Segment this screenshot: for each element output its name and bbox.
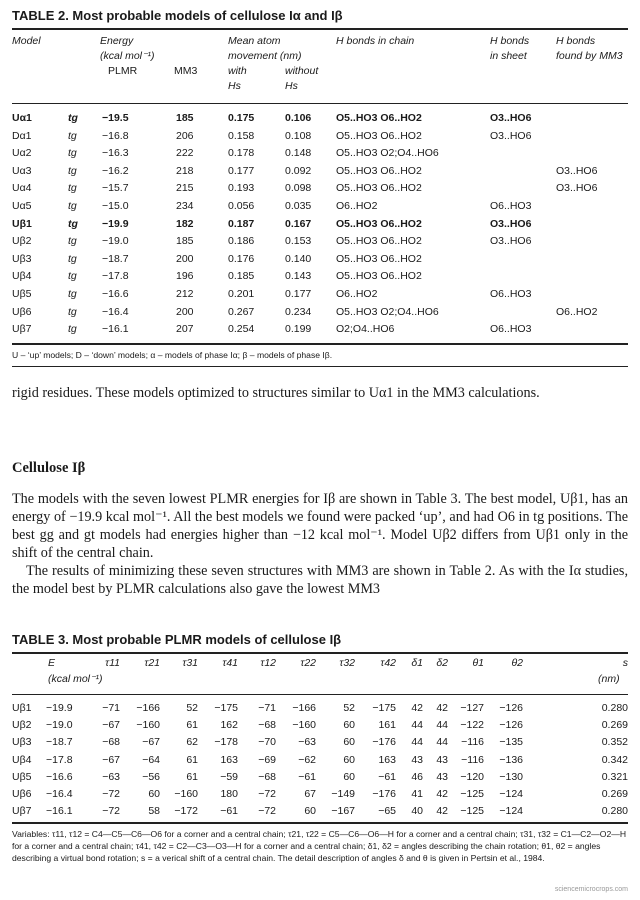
header-col-0: τ11 bbox=[105, 657, 120, 669]
cell-value: −68 bbox=[258, 719, 276, 732]
cell-value: 0.269 bbox=[601, 719, 628, 732]
cell-value: 42 bbox=[436, 805, 448, 818]
cell-value: 162 bbox=[220, 719, 238, 732]
cell-conf: tg bbox=[68, 112, 78, 124]
header-energy: Energy bbox=[100, 35, 134, 47]
cell-with: 0.056 bbox=[228, 200, 255, 212]
cell-plmr: −18.7 bbox=[102, 252, 129, 265]
cell-value: −63 bbox=[298, 736, 316, 749]
cell-conf: tg bbox=[68, 164, 77, 177]
body-paragraph-2 bbox=[12, 490, 628, 598]
cell-model: Uα4 bbox=[12, 182, 32, 195]
cell-value: −62 bbox=[298, 753, 316, 766]
cell-value: 60 bbox=[304, 805, 316, 818]
cell-with: 0.201 bbox=[228, 288, 255, 300]
cell-model: Uβ7 bbox=[12, 323, 32, 336]
cell-model: Uβ3 bbox=[12, 736, 32, 749]
cell-without: 0.098 bbox=[285, 182, 312, 195]
cell-energy: −19.9 bbox=[46, 702, 73, 714]
cell-mm3: 185 bbox=[176, 112, 194, 124]
cell-mm3: 196 bbox=[176, 270, 194, 283]
cell-value: 60 bbox=[343, 770, 355, 783]
cell-value: −61 bbox=[220, 805, 238, 818]
header-without: without bbox=[285, 65, 319, 77]
cell-value: 0.342 bbox=[601, 753, 628, 766]
cell-value: −160 bbox=[174, 788, 198, 800]
cell-mm3: 212 bbox=[176, 288, 194, 300]
cell-chain: O5..HO3 O6..HO2 bbox=[336, 129, 422, 142]
cell-model: Uβ2 bbox=[12, 235, 32, 248]
cell-value: 163 bbox=[378, 753, 396, 766]
cell-plmr: −16.1 bbox=[102, 323, 129, 336]
cell-model: Uβ7 bbox=[12, 805, 32, 818]
table3-bottom-rule bbox=[12, 822, 628, 824]
cell-sheet: O3..HO6 bbox=[490, 112, 532, 124]
cell-model: Uα3 bbox=[12, 164, 32, 177]
cell-without: 0.106 bbox=[285, 112, 312, 124]
cell-mm3: 234 bbox=[176, 200, 194, 212]
cell-mm3: 185 bbox=[176, 235, 194, 248]
cell-with: 0.185 bbox=[228, 270, 255, 283]
table2-header-rule bbox=[12, 103, 628, 104]
cell-model: Uβ1 bbox=[12, 217, 32, 230]
cell-model: Uα5 bbox=[12, 200, 32, 212]
header-col-11: θ2 bbox=[511, 657, 523, 669]
cell-chain: O5..HO3 O2;O4..HO6 bbox=[336, 147, 439, 160]
table2-footnote-rule bbox=[12, 366, 628, 367]
cell-value: −172 bbox=[174, 805, 198, 818]
header-mm3: MM3 bbox=[174, 65, 198, 77]
cell-value: −69 bbox=[258, 753, 276, 766]
cell-plmr: −19.5 bbox=[102, 112, 129, 124]
header-s-unit: (nm) bbox=[598, 673, 620, 685]
cell-without: 0.177 bbox=[285, 288, 312, 300]
cell-with: 0.187 bbox=[228, 217, 255, 230]
cell-value: −178 bbox=[214, 736, 238, 749]
header-col-8: δ1 bbox=[411, 657, 423, 669]
cell-value: 42 bbox=[411, 702, 423, 714]
cell-value: −67 bbox=[142, 736, 160, 749]
cell-value: −125 bbox=[460, 788, 484, 800]
cell-mm3: 215 bbox=[176, 182, 194, 195]
table2-caption: TABLE 2. Most probable models of cellulose Iα and Iβ bbox=[12, 8, 343, 23]
cell-mm3: 200 bbox=[176, 252, 194, 265]
table2-top-rule bbox=[12, 28, 628, 30]
header-col-6: τ32 bbox=[339, 657, 355, 669]
cell-value: −61 bbox=[378, 770, 396, 783]
cell-mm3: 222 bbox=[176, 147, 194, 160]
cell-chain: O2;O4..HO6 bbox=[336, 323, 395, 336]
header-movement: movement (nm) bbox=[228, 50, 302, 62]
cell-conf: tg bbox=[68, 288, 77, 300]
cell-value: −136 bbox=[499, 753, 523, 766]
cell-chain: O5..HO3 O6..HO2 bbox=[336, 112, 422, 124]
cell-value: −59 bbox=[220, 770, 238, 783]
cell-value: −72 bbox=[102, 805, 120, 818]
header-model: Model bbox=[12, 35, 41, 47]
cell-without: 0.199 bbox=[285, 323, 312, 336]
cell-value: 44 bbox=[411, 719, 423, 732]
cell-value: 61 bbox=[186, 753, 198, 766]
header-energy-unit: (kcal mol⁻¹) bbox=[100, 50, 155, 62]
header-hbonds-mm3: H bonds bbox=[556, 35, 596, 47]
paragraph-3-text: The results of minimizing these seven structures with MM3 are shown in Table 2. As with the Iα studies, the model best by PLMR calculations also gave the lowest MM3 bbox=[12, 563, 628, 597]
cell-model: Uα1 bbox=[12, 112, 32, 124]
table3-caption: TABLE 3. Most probable PLMR models of cellulose Iβ bbox=[12, 632, 342, 647]
cell-without: 0.092 bbox=[285, 164, 312, 177]
cell-value: −160 bbox=[136, 719, 160, 732]
cell-model: Dα1 bbox=[12, 129, 32, 142]
cell-value: 43 bbox=[411, 753, 423, 766]
cell-plmr: −19.0 bbox=[102, 235, 129, 248]
cell-conf: tg bbox=[68, 147, 77, 160]
cell-found: O3..HO6 bbox=[556, 182, 598, 195]
paragraph-2-text: The models with the seven lowest PLMR energies for Iβ are shown in Table 3. The best model, Uβ1, has an energy of −19.9 kcal mol⁻¹. All the best models we found were packed ‘up’, and had O6 in tg positions. The best gg and gt models had energies higher than −12 kcal mol⁻¹. Model Uβ2 differs from Uβ1 only in the shift of the central chain. bbox=[12, 491, 628, 561]
cell-conf: tg bbox=[68, 200, 77, 212]
header-hs-with: Hs bbox=[228, 80, 241, 92]
cell-value: −68 bbox=[102, 736, 120, 749]
cell-model: Uβ6 bbox=[12, 305, 32, 318]
cell-energy: −17.8 bbox=[46, 753, 73, 766]
cell-value: 58 bbox=[148, 805, 160, 818]
cell-value: 0.280 bbox=[601, 702, 628, 714]
cell-model: Uβ2 bbox=[12, 719, 32, 732]
cell-value: 52 bbox=[186, 702, 198, 714]
cell-mm3: 218 bbox=[176, 164, 194, 177]
cell-value: 60 bbox=[343, 736, 355, 749]
cell-value: 61 bbox=[186, 770, 198, 783]
cell-value: 60 bbox=[343, 719, 355, 732]
watermark: sciencemicrocrops.com bbox=[554, 886, 628, 893]
cell-sheet: O6..HO3 bbox=[490, 323, 532, 336]
cell-mm3: 207 bbox=[176, 323, 194, 336]
cell-value: 42 bbox=[436, 788, 448, 800]
header-col-4: τ12 bbox=[260, 657, 276, 669]
cell-with: 0.267 bbox=[228, 305, 255, 318]
cell-value: −176 bbox=[372, 788, 396, 800]
cell-value: −67 bbox=[102, 719, 120, 732]
table3-top-rule bbox=[12, 652, 628, 654]
cell-conf: tg bbox=[68, 217, 78, 230]
cell-value: −167 bbox=[331, 805, 355, 818]
cell-model: Uβ4 bbox=[12, 270, 32, 283]
cell-found: O6..HO2 bbox=[556, 305, 598, 318]
cell-plmr: −15.7 bbox=[102, 182, 129, 195]
cell-value: −116 bbox=[461, 753, 484, 766]
header-col-9: δ2 bbox=[436, 657, 448, 669]
cell-sheet: O3..HO6 bbox=[490, 129, 532, 142]
cell-energy: −19.0 bbox=[46, 719, 73, 732]
cell-value: −126 bbox=[499, 719, 523, 732]
cell-value: −166 bbox=[292, 702, 316, 714]
cell-value: 44 bbox=[436, 719, 448, 732]
table2-footnote: U – ‘up’ models; D – ‘down’ models; α – models of phase Iα; β – models of phase Iβ. bbox=[12, 350, 333, 360]
cell-found: O3..HO6 bbox=[556, 164, 598, 177]
cell-mm3: 200 bbox=[176, 305, 194, 318]
cell-without: 0.234 bbox=[285, 305, 312, 318]
cell-value: −124 bbox=[499, 805, 523, 818]
cell-mm3: 206 bbox=[176, 129, 194, 142]
header-hbonds-sheet: H bonds bbox=[490, 35, 530, 47]
cell-with: 0.193 bbox=[228, 182, 255, 195]
cell-value: −72 bbox=[258, 805, 276, 818]
cell-value: −149 bbox=[331, 788, 355, 800]
cell-value: 161 bbox=[378, 719, 396, 732]
header-plmr: PLMR bbox=[108, 65, 138, 77]
cell-chain: O5..HO3 O6..HO2 bbox=[336, 217, 422, 230]
cell-value: 60 bbox=[148, 788, 160, 800]
cell-value: 42 bbox=[436, 702, 448, 714]
cell-plmr: −16.4 bbox=[102, 305, 129, 318]
cell-sheet: O3..HO6 bbox=[490, 217, 532, 230]
section-heading: Cellulose Iβ bbox=[12, 460, 86, 476]
cell-value: 60 bbox=[343, 753, 355, 766]
cell-model: Uβ6 bbox=[12, 788, 32, 800]
cell-sheet: O3..HO6 bbox=[490, 235, 532, 248]
header-e-unit: (kcal mol⁻¹) bbox=[48, 673, 103, 685]
cell-chain: O6..HO2 bbox=[336, 288, 378, 300]
cell-model: Uα2 bbox=[12, 147, 32, 160]
cell-value: 41 bbox=[411, 788, 423, 800]
cell-energy: −18.7 bbox=[46, 736, 73, 749]
cell-sheet: O6..HO3 bbox=[490, 200, 532, 212]
cell-value: 62 bbox=[186, 736, 198, 749]
cell-conf: tg bbox=[68, 182, 77, 195]
cell-value: 40 bbox=[411, 805, 423, 818]
cell-value: −64 bbox=[142, 753, 160, 766]
cell-value: −63 bbox=[102, 770, 120, 783]
cell-value: 67 bbox=[304, 788, 316, 800]
cell-without: 0.167 bbox=[285, 217, 312, 230]
cell-conf: tg bbox=[68, 323, 77, 336]
cell-chain: O5..HO3 O6..HO2 bbox=[336, 182, 422, 195]
cell-value: 0.352 bbox=[601, 736, 628, 749]
cell-with: 0.177 bbox=[228, 164, 255, 177]
cell-value: −160 bbox=[292, 719, 316, 732]
header-col-10: θ1 bbox=[472, 657, 484, 669]
table3-header-rule bbox=[12, 694, 628, 695]
cell-chain: O5..HO3 O6..HO2 bbox=[336, 252, 422, 265]
cell-value: 180 bbox=[220, 788, 238, 800]
cell-with: 0.176 bbox=[228, 252, 255, 265]
header-e: E bbox=[48, 657, 56, 669]
header-col-1: τ21 bbox=[144, 657, 160, 669]
cell-value: −126 bbox=[499, 702, 523, 714]
cell-sheet: O6..HO3 bbox=[490, 288, 532, 300]
header-col-12: s bbox=[622, 657, 628, 669]
cell-conf: tg bbox=[68, 270, 77, 283]
cell-plmr: −15.0 bbox=[102, 200, 129, 212]
cell-value: −70 bbox=[258, 736, 276, 749]
cell-value: 0.269 bbox=[601, 788, 628, 800]
header-hbonds-mm3-2: found by MM3 bbox=[556, 50, 623, 62]
cell-value: −72 bbox=[102, 788, 120, 800]
cell-value: −56 bbox=[142, 770, 160, 783]
cell-with: 0.186 bbox=[228, 235, 255, 248]
cell-value: −72 bbox=[258, 788, 276, 800]
cell-value: 61 bbox=[186, 719, 198, 732]
cell-energy: −16.4 bbox=[46, 788, 73, 800]
cell-value: −127 bbox=[460, 702, 484, 714]
cell-value: 43 bbox=[436, 753, 448, 766]
header-hbonds-chain: H bonds in chain bbox=[336, 35, 415, 47]
cell-value: −166 bbox=[136, 702, 160, 714]
cell-value: 163 bbox=[220, 753, 238, 766]
cell-value: 0.321 bbox=[601, 770, 628, 783]
cell-value: −122 bbox=[460, 719, 484, 732]
cell-conf: tg bbox=[68, 252, 77, 265]
cell-value: 44 bbox=[411, 736, 423, 749]
cell-value: −71 bbox=[102, 702, 120, 714]
cell-chain: O6..HO2 bbox=[336, 200, 378, 212]
cell-value: −176 bbox=[372, 736, 396, 749]
cell-plmr: −16.8 bbox=[102, 129, 129, 142]
cell-conf: tg bbox=[68, 235, 77, 248]
body-paragraph-1 bbox=[12, 384, 628, 402]
cell-value: −68 bbox=[258, 770, 276, 783]
cell-model: Uβ5 bbox=[12, 288, 32, 300]
cell-chain: O5..HO3 O6..HO2 bbox=[336, 270, 422, 283]
header-mean-atom: Mean atom bbox=[228, 35, 281, 47]
cell-value: 44 bbox=[436, 736, 448, 749]
cell-with: 0.178 bbox=[228, 147, 255, 160]
cell-plmr: −16.3 bbox=[102, 147, 129, 160]
cell-plmr: −17.8 bbox=[102, 270, 129, 283]
cell-without: 0.148 bbox=[285, 147, 312, 160]
cell-model: Uβ5 bbox=[12, 770, 32, 783]
cell-energy: −16.6 bbox=[46, 770, 73, 783]
table2-bottom-rule bbox=[12, 343, 628, 345]
cell-value: −135 bbox=[499, 736, 523, 749]
cell-with: 0.175 bbox=[228, 112, 255, 124]
cell-without: 0.108 bbox=[285, 129, 312, 142]
cell-with: 0.254 bbox=[228, 323, 255, 336]
cell-plmr: −19.9 bbox=[102, 217, 129, 230]
cell-value: −65 bbox=[378, 805, 396, 818]
cell-energy: −16.1 bbox=[46, 805, 73, 818]
cell-value: −130 bbox=[499, 770, 523, 783]
cell-plmr: −16.2 bbox=[102, 164, 129, 177]
cell-conf: tg bbox=[68, 129, 77, 142]
cell-model: Uβ4 bbox=[12, 753, 32, 766]
cell-with: 0.158 bbox=[228, 129, 255, 142]
cell-chain: O5..HO3 O6..HO2 bbox=[336, 235, 422, 248]
cell-value: 52 bbox=[343, 702, 355, 714]
header-hs-without: Hs bbox=[285, 80, 298, 92]
cell-chain: O5..HO3 O6..HO2 bbox=[336, 164, 422, 177]
cell-model: Uβ3 bbox=[12, 252, 32, 265]
cell-without: 0.153 bbox=[285, 235, 312, 248]
cell-value: 43 bbox=[436, 770, 448, 783]
cell-mm3: 182 bbox=[176, 217, 194, 230]
cell-value: −175 bbox=[214, 702, 238, 714]
paragraph-1-text: rigid residues. These models optimized to structures similar to Uα1 in the MM3 calculations. bbox=[12, 385, 540, 401]
header-col-2: τ31 bbox=[182, 657, 198, 669]
cell-without: 0.140 bbox=[285, 252, 312, 265]
cell-model: Uβ1 bbox=[12, 702, 32, 714]
cell-value: 46 bbox=[411, 770, 423, 783]
cell-value: −120 bbox=[460, 770, 484, 783]
cell-value: −116 bbox=[461, 736, 484, 749]
cell-without: 0.143 bbox=[285, 270, 312, 283]
cell-value: −61 bbox=[298, 770, 316, 783]
cell-without: 0.035 bbox=[285, 200, 312, 212]
header-hbonds-sheet-2: in sheet bbox=[490, 50, 527, 62]
header-col-7: τ42 bbox=[380, 657, 396, 669]
header-with: with bbox=[228, 65, 247, 77]
cell-chain: O5..HO3 O2;O4..HO6 bbox=[336, 305, 439, 318]
cell-value: −71 bbox=[258, 702, 276, 714]
cell-plmr: −16.6 bbox=[102, 288, 129, 300]
cell-value: −124 bbox=[499, 788, 523, 800]
header-col-5: τ22 bbox=[300, 657, 316, 669]
cell-value: −175 bbox=[372, 702, 396, 714]
header-col-3: τ41 bbox=[222, 657, 238, 669]
cell-conf: tg bbox=[68, 305, 77, 318]
table3-footnote: Variables: τ11, τ12 = C4—C5—C6—O6 for a corner and a central chain; τ21, τ22 = C5—C6—O6—H for a corner and a central chain; τ31, τ32 = C1—C2—O2—H for a corner and a central chain; τ41, τ42 = C2—C3—O3—H for a corner and a central chain; δ1, δ2 = angles describing the chain rotation; θ1, θ2 = angles describing a virtual bond rotation; s = a verical shift of a central chain. The detail description of angles δ and θ is given in Pertsin et al., 1984. bbox=[12, 829, 627, 863]
cell-value: 0.280 bbox=[601, 805, 628, 818]
cell-value: −125 bbox=[460, 805, 484, 818]
cell-value: −67 bbox=[102, 753, 120, 766]
